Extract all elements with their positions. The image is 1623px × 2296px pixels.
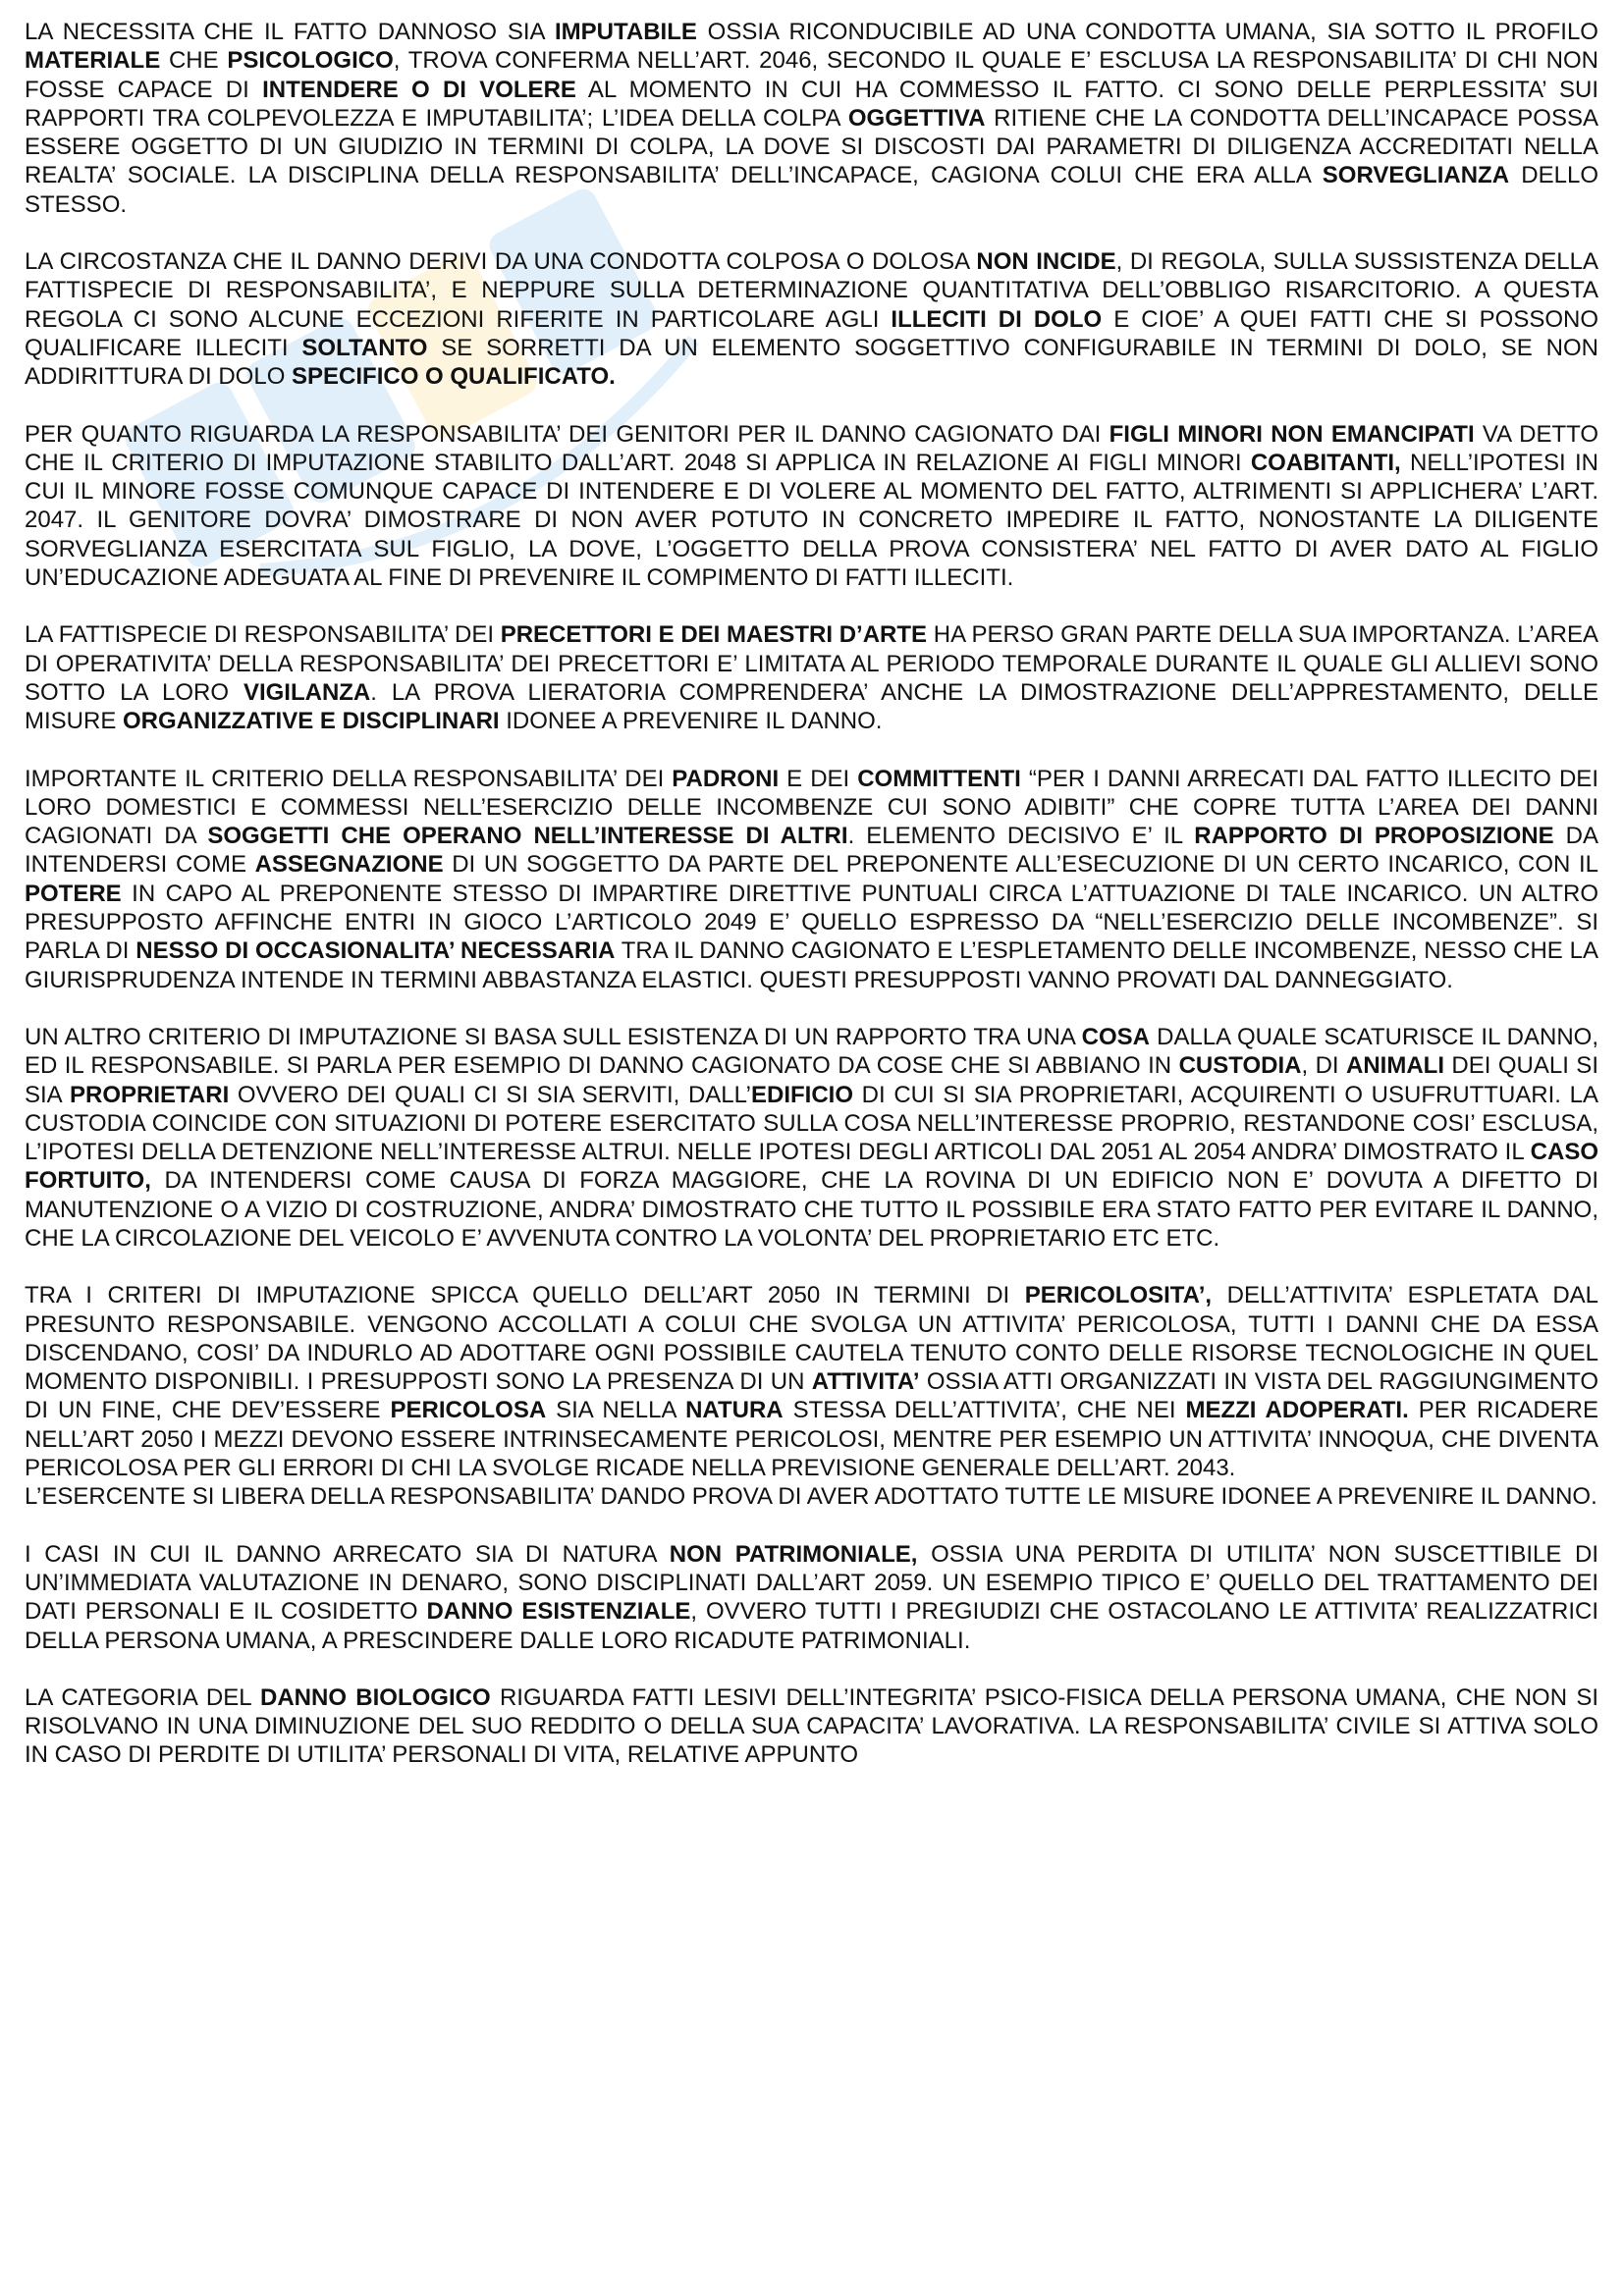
text-run: DEI QUALI SI SIA [25,1052,1598,1108]
bold-text: COMMITTENTI [857,765,1021,792]
paragraph [25,765,1598,994]
text-run: OSSIA ATTI ORGANIZZATI IN VISTA DEL RAGGIUNGIMENTO DI UN FINE, CHE DEV’ESSERE [25,1368,1599,1424]
text-run: CHE [160,47,228,75]
bold-text: PERICOLOSA [390,1397,547,1424]
bold-text: INTENDERE O DI VOLERE [262,76,576,103]
paragraph [25,18,1598,219]
text-run: LA CATEGORIA DEL [25,1683,260,1711]
bold-text: CASO FORTUITO, [25,1139,1598,1195]
bold-text: MEZZI ADOPERATI. [1185,1397,1409,1424]
bold-text: FIGLI MINORI NON EMANCIPATI [1109,420,1475,448]
text-run: , DI [1301,1052,1347,1080]
text-run: RITIENE CHE LA CONDOTTA DELL’INCAPACE POSSA ESSERE OGGETTO DI UN GIUDIZIO IN TERMINI DI COLPA, LA DOVE SI DISCOSTI DAI PARAMETRI DI DILIGENZA ACCREDITATI NELLA REALTA’ SOCIALE. LA DISCIPLINA DELLA RESPONSABILITA’ DELL’INCAPACE, CAGIONA COLUI CHE ERA ALLA [25,104,1598,189]
text-run: OVVERO DEI QUALI CI SI SIA SERVITI, DALL’ [229,1081,751,1108]
bold-text: OGGETTIVA [847,104,986,132]
paragraph [25,1683,1598,1770]
text-run: DELLO STESSO. [25,162,1598,218]
text-run: DA INTENDERSI COME CAUSA DI FORZA MAGGIORE, CHE LA ROVINA DI UN EDIFICIO NON E’ DOVUTA A DIFETTO DI MANUTENZIONE O A VIZIO DI COSTRUZIONE, ANDRA’ DIMOSTRATO CHE TUTTO IL POSSIBILE ERA STATO FATTO PER EVITARE IL DANNO, CHE LA CIRCOLAZIONE DEL VEICOLO E’ AVVENUTA CONTRO LA VOLONTA’ DEL PROPRIETARIO ETC ETC. [25,1167,1598,1252]
bold-text: PRECETTORI E DEI MAESTRI D’ARTE [500,621,928,649]
bold-text: SOLTANTO [301,334,428,361]
bold-text: DANNO ESISTENZIALE [426,1598,691,1626]
text-run: PER RICADERE NELL’ART 2050 I MEZZI DEVONO ESSERE INTRINSECAMENTE PERICOLOSI, MENTRE PER ESEMPIO UN ATTIVITA’ INNOQUA, CHE DIVENTA PERICOLOSA PER GLI ERRORI DI CHI LA SVOLGE RICADE NELLA PREVISIONE GENERALE DELL’ART. 2043. L’ESERCENTE SI LIBERA DELLA RESPONSABILITA’ DANDO PROVA DI AVER ADOTTATO TUTTE LE MISURE IDONEE A PREVENIRE IL DANNO. [25,1397,1599,1511]
bold-text: ANIMALI [1346,1052,1444,1080]
bold-text: NATURA [685,1397,784,1424]
text-run: PER QUANTO RIGUARDA LA RESPONSABILITA’ DEI GENITORI PER IL DANNO CAGIONATO DAI [25,420,1109,448]
bold-text: NESSO DI OCCASIONALITA’ NECESSARIA [135,937,616,965]
bold-text: PSICOLOGICO [227,47,394,75]
text-run: . ELEMENTO DECISIVO E’ IL [847,823,1195,850]
bold-text: MATERIALE [25,47,161,75]
text-run: “PER I DANNI ARRECATI DAL FATTO ILLECITO DEI LORO DOMESTICI E COMMESSI NELL’ESERCIZIO DELLE INCOMBENZE CUI SONO ADIBITI” CHE COPRE TUTTA L’AREA DEI DANNI CAGIONATI DA [25,765,1598,850]
bold-text: SPECIFICO O QUALIFICATO. [292,363,616,391]
text-run: IDONEE A PREVENIRE IL DANNO. [499,708,883,735]
paragraph [25,247,1598,391]
text-run: , DI REGOLA, SULLA SUSSISTENZA DELLA FATTISPECIE DI RESPONSABILITA’, E NEPPURE SULLA DETERMINAZIONE QUANTITATIVA DELL’OBBLIGO RISARCITORIO. A QUESTA REGOLA CI SONO ALCUNE ECCEZIONI RIFERITE IN PARTICOLARE AGLI [25,248,1598,333]
text-run: LA FATTISPECIE DI RESPONSABILITA’ DEI [25,621,501,649]
bold-text: COABITANTI, [1250,449,1401,476]
text-run: DI UN SOGGETTO DA PARTE DEL PREPONENTE ALL’ESECUZIONE DI UN CERTO INCARICO, CON IL [443,851,1598,879]
text-run: . LA PROVA LIERATORIA COMPRENDERA’ ANCHE LA DIMOSTRAZIONE DELL’APPRESTAMENTO, DELLE MISURE [25,678,1598,735]
bold-text: ILLECITI DI DOLO [891,305,1103,333]
bold-text: POTERE [25,880,122,907]
text-run: DALLA QUALE SCATURISCE IL DANNO, ED IL RESPONSABILE. SI PARLA PER ESEMPIO DI DANNO CAGIONATO DA COSE CHE SI ABBIANO IN [25,1023,1599,1080]
paragraph [25,420,1598,593]
bold-text: ORGANIZZATIVE E DISCIPLINARI [123,708,500,735]
text-run: SE SORRETTI DA UN ELEMENTO SOGGETTIVO CONFIGURABILE IN TERMINI DI DOLO, SE NON ADDIRITTURA DI DOLO [25,334,1598,391]
text-run: SIA NELLA [546,1397,686,1424]
bold-text: RAPPORTO DI PROPOSIZIONE [1194,823,1554,850]
text-run: LA NECESSITA CHE IL FATTO DANNOSO SIA [25,19,555,45]
text-run: STESSA DELL’ATTIVITA’, CHE NEI [783,1397,1186,1424]
bold-text: SORVEGLIANZA [1322,162,1510,189]
paragraph [25,620,1598,735]
text-run: HA PERSO GRAN PARTE DELLA SUA IMPORTANZA. L’AREA DI OPERATIVITA’ DELLA RESPONSABILITA’ DEI PRECETTORI E’ LIMITATA AL PERIODO TEMPORALE DURANTE IL QUALE GLI ALLIEVI SONO SOTTO LA LORO [25,621,1598,706]
bold-text: CUSTODIA [1178,1052,1302,1080]
text-run: RIGUARDA FATTI LESIVI DELL’INTEGRITA’ PSICO-FISICA DELLA PERSONA UMANA, CHE NON SI RISOLVANO IN UNA DIMINUZIONE DEL SUO REDDITO O DELLA SUA CAPACITA’ LAVORATIVA. LA RESPONSABILITA’ CIVILE SI ATTIVA SOLO IN CASO DI PERDITE DI UTILITA’ PERSONALI DI VITA, RELATIVE APPUNTO [25,1683,1599,1769]
text-run: OSSIA UNA PERDITA DI UTILITA’ NON SUSCETTIBILE DI UN’IMMEDIATA VALUTAZIONE IN DENARO, SONO DISCIPLINATI DALL’ART 2059. UN ESEMPIO TIPICO E’ QUELLO DEL TRATTAMENTO DEI DATI PERSONALI E IL COSIDETTO [25,1540,1598,1626]
text-run: DA INTENDERSI COME [25,823,1598,879]
text-run: E DEI [779,765,858,792]
text-run: I CASI IN CUI IL DANNO ARRECATO SIA DI NATURA [25,1540,670,1568]
text-run: IN CAPO AL PREPONENTE STESSO DI IMPARTIRE DIRETTIVE PUNTUALI CIRCA L’ATTUAZIONE DI TALE INCARICO. UN ALTRO PRESUPPOSTO AFFINCHE ENTRI IN GIOCO L’ARTICOLO 2049 E’ QUELLO ESPRESSO DA “NELL’ESERCIZIO DELLE INCOMBENZE”. SI PARLA DI [25,880,1598,965]
bold-text: PROPRIETARI [70,1081,230,1108]
text-run: TRA I CRITERI DI IMPUTAZIONE SPICCA QUELLO DELL’ART 2050 IN TERMINI DI [25,1282,1025,1309]
bold-text: VIGILANZA [243,678,371,706]
bold-text: SOGGETTI CHE OPERANO NELL’INTERESSE DI ALTRI [207,823,848,850]
bold-text: PADRONI [672,765,780,792]
text-run: DELL’ATTIVITA’ ESPLETATA DAL PRESUNTO RESPONSABILE. VENGONO ACCOLLATI A COLUI CHE SVOLGA UN ATTIVITA’ PERICOLOSA, TUTTI I DANNI CHE DA ESSA DISCENDANO, COSI’ DA INDURLO AD ADOTTARE OGNI POSSIBILE CAUTELA TENUTO CONTO DELLE RISORSE TECNOLOGICHE IN QUEL MOMENTO DISPONIBILI. I PRESUPPOSTI SONO LA PRESENZA DI UN [25,1282,1599,1396]
text-run: IMPORTANTE IL CRITERIO DELLA RESPONSABILITA’ DEI [25,765,673,792]
text-run: E CIOE’ A QUEI FATTI CHE SI POSSONO QUALIFICARE ILLECITI [25,305,1599,361]
bold-text: NON PATRIMONIALE, [669,1540,918,1568]
text-run: TRA IL DANNO CAGIONATO E L’ESPLETAMENTO DELLE INCOMBENZE, NESSO CHE LA GIURISPRUDENZA INTENDE IN TERMINI ABBASTANZA ELASTICI. QUESTI PRESUPPOSTI VANNO PROVATI DAL DANNEGGIATO. [25,937,1598,993]
text-run: DI CUI SI SIA PROPRIETARI, ACQUIRENTI O USUFRUTTUARI. LA CUSTODIA COINCIDE CON SITUAZIONI DI POTERE ESERCITATO SULLA COSA NELL’INTERESSE PROPRIO, RESTANDONE COSI’ ESCLUSA, L’IPOTESI DELLA DETENZIONE NELL’INTERESSE ALTRUI. NELLE IPOTESI DEGLI ARTICOLI DAL 2051 AL 2054 ANDRA’ DIMOSTRATO IL [25,1081,1598,1166]
bold-text: ASSEGNAZIONE [254,851,444,879]
bold-text: COSA [1081,1023,1150,1050]
text-run: NELL’IPOTESI IN CUI IL MINORE FOSSE COMUNQUE CAPACE DI INTENDERE E DI VOLERE AL MOMENTO DEL FATTO, ALTRIMENTI SI APPLICHERA’ L’ART. 2047. IL GENITORE DOVRA’ DIMOSTRARE DI NON AVER POTUTO IN CONCRETO IMPEDIRE IL FATTO, NONOSTANTE LA DILIGENTE SORVEGLIANZA ESERCITATA SUL FIGLIO, LA DOVE, L’OGGETTO DELLA PROVA CONSISTERA’ NEL FATTO DI AVER DATO AL FIGLIO UN’EDUCAZIONE ADEGUATA AL FINE DI PREVENIRE IL COMPIMENTO DI FATTI ILLECITI. [25,449,1598,592]
text-run: OSSIA RICONDUCIBILE AD UNA CONDOTTA UMANA, SIA SOTTO IL PROFILO [696,19,1598,45]
paragraph [25,1281,1598,1511]
text-run: UN ALTRO CRITERIO DI IMPUTAZIONE SI BASA SULL ESISTENZA DI UN RAPPORTO TRA UNA [25,1023,1082,1050]
paragraph [25,1540,1598,1655]
text-run: , TROVA CONFERMA NELL’ART. 2046, SECONDO IL QUALE E’ ESCLUSA LA RESPONSABILITA’ DI CHI NON FOSSE CAPACE DI [25,47,1598,103]
bold-text: IMPUTABILE [554,19,697,45]
bold-text: EDIFICIO [751,1081,854,1108]
text-run: LA CIRCOSTANZA CHE IL DANNO DERIVI DA UNA CONDOTTA COLPOSA O DOLOSA [25,248,977,276]
text-run: VA DETTO CHE IL CRITERIO DI IMPUTAZIONE STABILITO DALL’ART. 2048 SI APPLICA IN RELAZIONE AI FIGLI MINORI [25,420,1599,476]
bold-text: PERICOLOSITA’, [1024,1282,1213,1309]
bold-text: DANNO BIOLOGICO [260,1683,491,1711]
document-page [25,18,1598,1798]
paragraph [25,1023,1598,1253]
text-run: AL MOMENTO IN CUI HA COMMESSO IL FATTO. CI SONO DELLE PERPLESSITA’ SUI RAPPORTI TRA COLPEVOLEZZA E IMPUTABILITA’; L’IDEA DELLA COLPA [25,76,1599,132]
text-run: , OVVERO TUTTI I PREGIUDIZI CHE OSTACOLANO LE ATTIVITA’ REALIZZATRICI DELLA PERSONA UMANA, A PRESCINDERE DALLE LORO RICADUTE PATRIMONIALI. [25,1598,1599,1654]
bold-text: NON INCIDE [976,248,1116,276]
bold-text: ATTIVITA’ [811,1368,920,1396]
